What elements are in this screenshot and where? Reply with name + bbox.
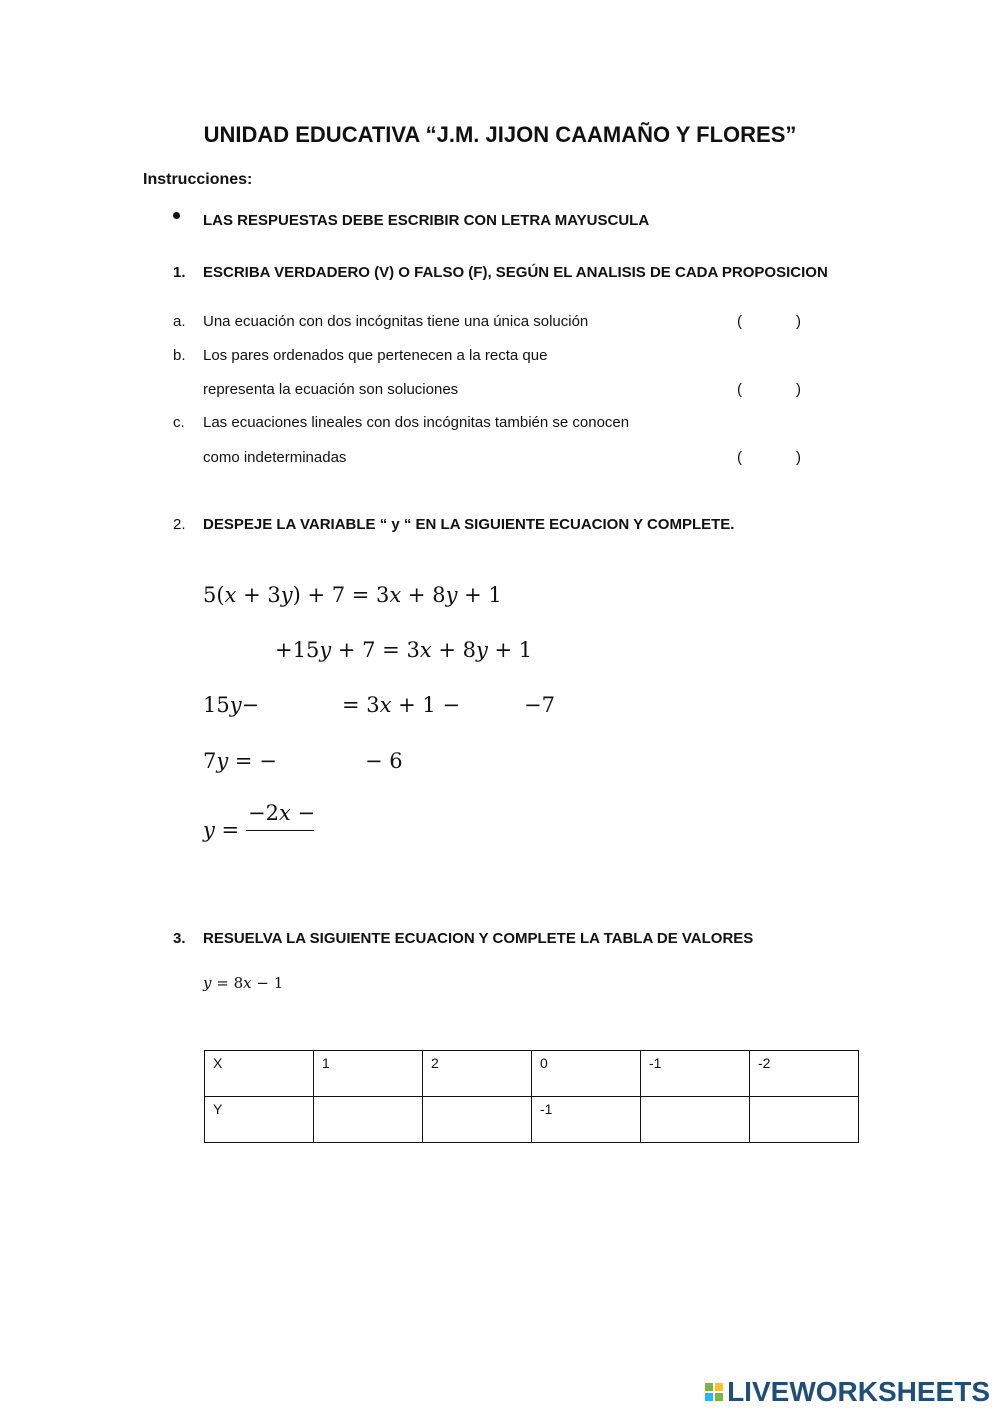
table-cell bbox=[750, 1097, 859, 1143]
table-cell bbox=[205, 1097, 314, 1143]
logo-square-yellow bbox=[715, 1383, 723, 1391]
table-cell-text: 0 bbox=[540, 1055, 548, 1071]
logo-square-blue bbox=[705, 1393, 713, 1401]
liveworksheets-logo bbox=[705, 1375, 990, 1409]
q1-item-a-paren-open: ( bbox=[737, 313, 742, 330]
q1-item-c-text-line1: Las ecuaciones lineales con dos incógnitas también se conocen bbox=[203, 414, 630, 431]
page-title: UNIDAD EDUCATIVA “J.M. JIJON CAAMAÑO Y FLORES” bbox=[203, 122, 797, 147]
logo-square-green-2 bbox=[715, 1393, 723, 1401]
table-cell-text: -1 bbox=[649, 1055, 662, 1071]
equation-line-3b: = 3x + 1 − bbox=[342, 693, 461, 717]
equation-line-5-lhs: y = bbox=[203, 818, 240, 842]
table-cell-text bbox=[423, 1106, 431, 1110]
equation-line-1: 5(x + 3y) + 7 = 3x + 8y + 1 bbox=[203, 583, 502, 607]
fraction-bar bbox=[246, 830, 314, 831]
table-cell bbox=[641, 1051, 750, 1097]
table-cell-text bbox=[314, 1106, 322, 1110]
q1-text: ESCRIBA VERDADERO (V) O FALSO (F), SEGÚN EL ANALISIS DE CADA PROPOSICION bbox=[203, 264, 828, 281]
table-cell bbox=[532, 1097, 641, 1143]
table-cell bbox=[205, 1051, 314, 1097]
table-cell-text: Y bbox=[213, 1101, 223, 1117]
table-cell-text: 1 bbox=[322, 1055, 330, 1071]
table-cell-text bbox=[641, 1106, 649, 1110]
table-cell bbox=[532, 1051, 641, 1097]
table-cell bbox=[423, 1051, 532, 1097]
table-cell bbox=[314, 1097, 423, 1143]
table-cell-text: 2 bbox=[431, 1055, 439, 1071]
q1-item-b-letter: b. bbox=[173, 347, 186, 364]
table-cell bbox=[314, 1051, 423, 1097]
q1-number: 1. bbox=[173, 264, 186, 281]
q1-item-c-paren-open: ( bbox=[737, 449, 742, 466]
logo-square-green bbox=[705, 1383, 713, 1391]
q3-text: RESUELVA LA SIGUIENTE ECUACION Y COMPLETE LA TABLA DE VALORES bbox=[203, 930, 754, 947]
equation-line-4b: − 6 bbox=[365, 749, 403, 773]
table-cell bbox=[641, 1097, 750, 1143]
q3-equation: y = 8x − 1 bbox=[203, 974, 284, 992]
q1-item-b-text-line1: Los pares ordenados que pertenecen a la recta que bbox=[203, 347, 548, 364]
values-table bbox=[204, 1050, 859, 1143]
q1-item-b-paren-open: ( bbox=[737, 381, 742, 398]
q1-item-c-text-line2: como indeterminadas bbox=[203, 449, 347, 466]
equation-line-5-numerator: −2x − bbox=[248, 801, 316, 825]
q2-text: DESPEJE LA VARIABLE “ y “ EN LA SIGUIENTE ECUACION Y COMPLETE. bbox=[203, 516, 735, 533]
equation-line-2: +15y + 7 = 3x + 8y + 1 bbox=[275, 638, 533, 662]
equation-line-3c: −7 bbox=[524, 693, 555, 717]
equation-line-3a: 15y− bbox=[203, 693, 260, 717]
q1-item-b-text-line2: representa la ecuación son soluciones bbox=[203, 381, 459, 398]
logo-text: LIVEWORKSHEETS bbox=[727, 1376, 990, 1407]
table-cell bbox=[750, 1051, 859, 1097]
equation-line-4a: 7y = − bbox=[203, 749, 277, 773]
instruction-bullet-text: LAS RESPUESTAS DEBE ESCRIBIR CON LETRA MAYUSCULA bbox=[203, 212, 650, 229]
q2-number: 2. bbox=[173, 516, 186, 533]
table-cell-text: -2 bbox=[758, 1055, 771, 1071]
q1-item-a-paren-close: ) bbox=[796, 313, 801, 330]
bullet-dot bbox=[173, 212, 180, 219]
q1-item-c-letter: c. bbox=[173, 414, 185, 431]
table-cell-text: -1 bbox=[540, 1101, 553, 1117]
table-cell-text: X bbox=[213, 1055, 223, 1071]
instructions-label: Instrucciones: bbox=[143, 171, 253, 188]
table-row-y bbox=[205, 1097, 859, 1143]
q1-item-a-letter: a. bbox=[173, 313, 186, 330]
q1-item-b-paren-close: ) bbox=[796, 381, 801, 398]
q1-item-a-text: Una ecuación con dos incógnitas tiene una única solución bbox=[203, 313, 589, 330]
q3-number: 3. bbox=[173, 930, 186, 947]
table-cell bbox=[423, 1097, 532, 1143]
table-cell-text bbox=[750, 1106, 758, 1110]
q1-item-c-paren-close: ) bbox=[796, 449, 801, 466]
table-row-x bbox=[205, 1051, 859, 1097]
logo-icon bbox=[705, 1383, 723, 1401]
